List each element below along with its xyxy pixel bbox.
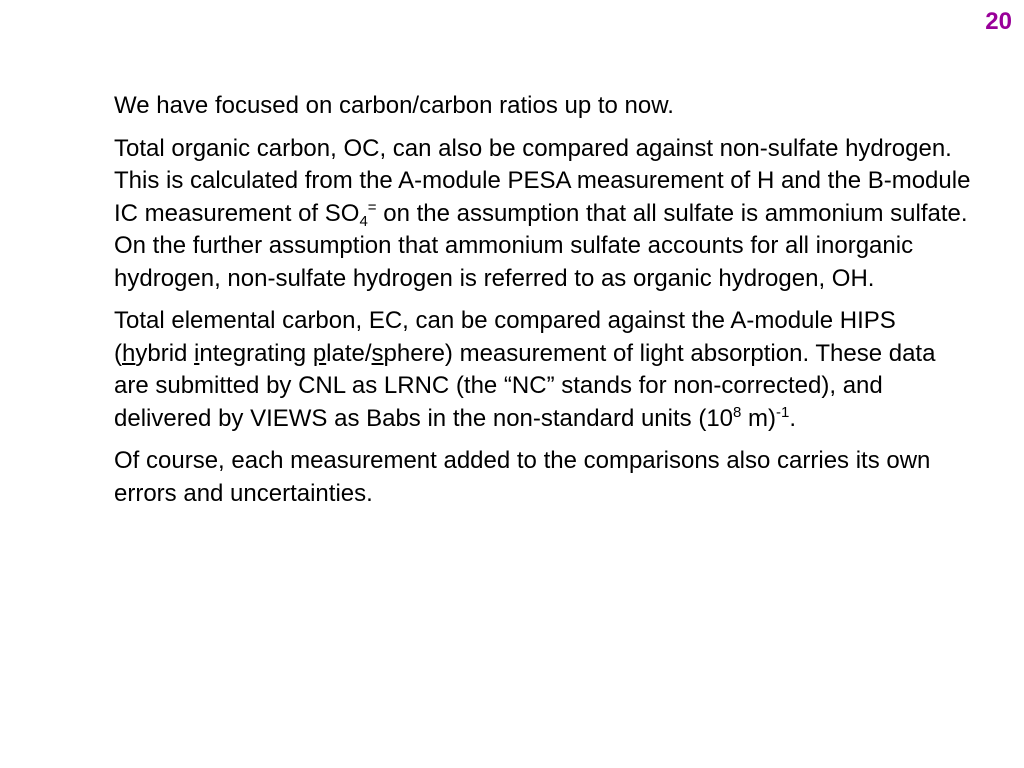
paragraph-elemental-carbon-end: . xyxy=(789,404,797,432)
paragraph-organic-hydrogen-text-a: Total organic carbon, OC, can also be compared against non-sulfate hydrogen. This is calculated from the A-module PESA measurement of H and the B-module IC measurement of SO xyxy=(114,134,971,227)
paragraph-elemental-carbon xyxy=(114,305,974,435)
slide-body xyxy=(114,90,974,520)
units-exponent-8: 8 xyxy=(733,403,742,421)
hips-word-integrating: ntegrating xyxy=(199,339,313,367)
hips-letter-h: h xyxy=(122,339,136,367)
units-m: m) xyxy=(741,404,777,432)
hips-letter-s: s xyxy=(371,339,384,367)
page-number: 20 xyxy=(985,8,1012,35)
paragraph-carbon-ratios: We have focused on carbon/carbon ratios up to now. xyxy=(114,92,674,119)
hips-word-plate: late/ xyxy=(326,339,372,367)
sulfate-subscript: 4 xyxy=(359,212,368,230)
sulfate-superscript: = xyxy=(367,198,377,216)
units-exponent-minus-1: -1 xyxy=(776,403,790,421)
paragraph-elemental-carbon-text-b: phere) measurement of light absorption. These data are submitted by CNL as LRNC (the “NC” stands for non-corrected), and delivered by VIEWS as Babs in the non-standard units (10 xyxy=(114,339,936,432)
paragraph-organic-hydrogen xyxy=(114,133,974,296)
paragraph-elemental-carbon-text-a: Total elemental carbon, EC, can be compared against the A-module HIPS ( xyxy=(114,307,896,367)
hips-word-hybrid: ybrid xyxy=(135,339,195,367)
hips-letter-p: p xyxy=(312,339,327,367)
paragraph-organic-hydrogen-text-b: on the assumption that all sulfate is ammonium sulfate. On the further assumption that ammonium sulfate accounts for all inorganic hydrogen, non-sulfate hydrogen is referred to as organic hydrogen, OH. xyxy=(114,199,968,292)
paragraph-errors: Of course, each measurement added to the comparisons also carries its own errors and uncertainties. xyxy=(114,447,931,507)
hips-letter-i: i xyxy=(194,339,200,367)
